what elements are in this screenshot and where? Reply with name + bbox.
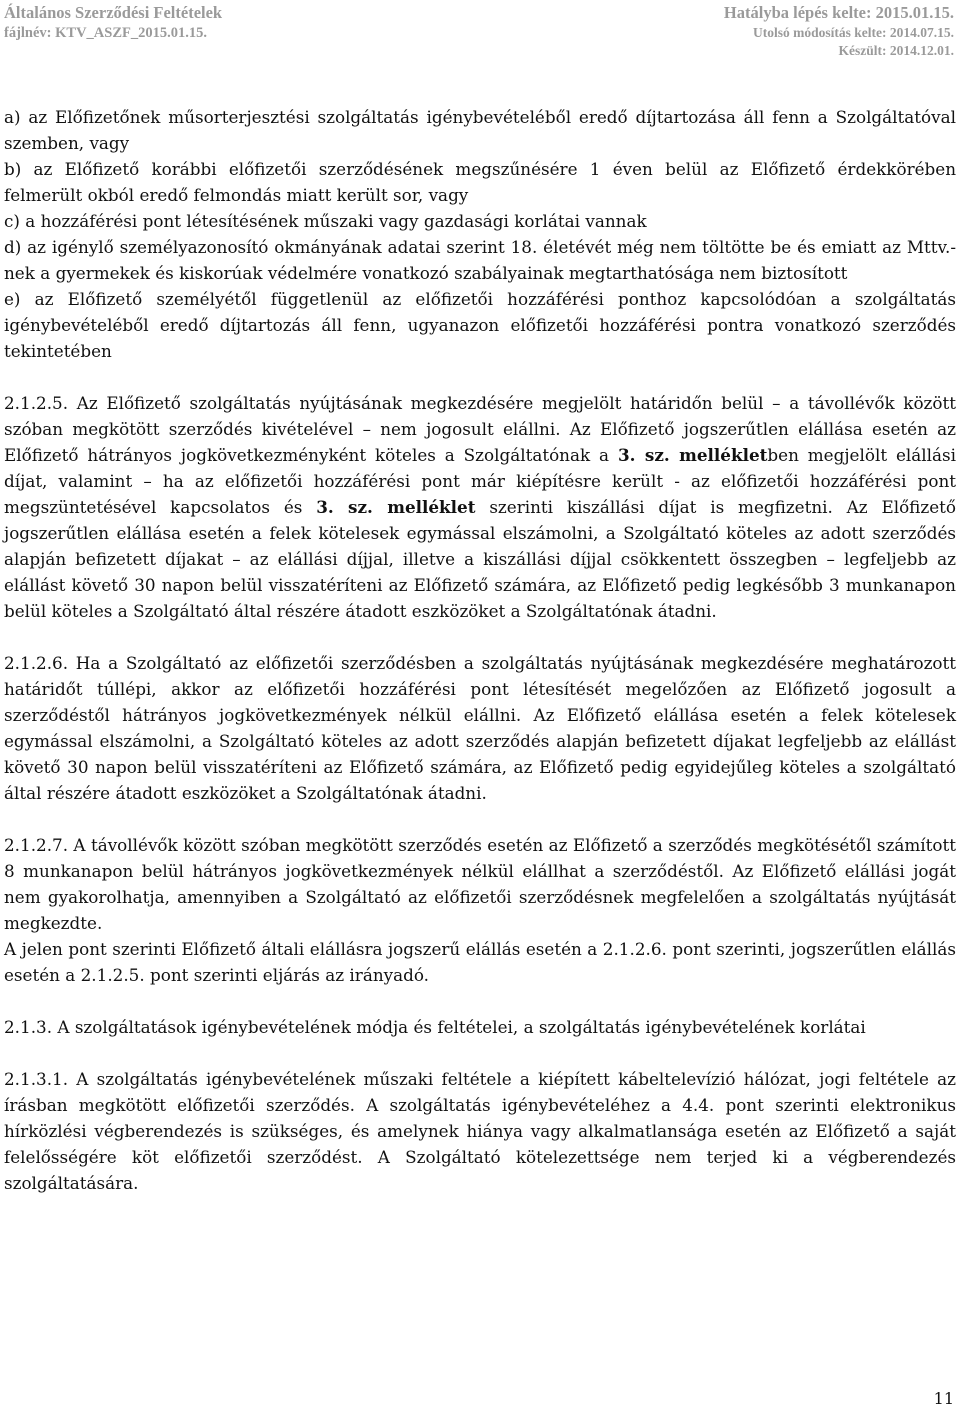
section-2-1-2-7: 2.1.2.7. A távollévők között szóban megkötött szerződés esetén az Előfizető a szerződés megkötésétől számított 8 munkanapon belül hátrányos jogkövetkezmények nélkül elállhat a szerződéstől. Az Előfizető elállási jogát nem gyakorolhatja, amennyiben a Szolgáltató az előfizetői szerződésnek megfelelően a szolgáltatás nyújtását megkezdte. (4, 835, 956, 933)
section-2-1-2-5-text-3: szerinti kiszállási díjat is megfizetni. Az Előfizető jogszerűtlen elállása esetén a felek kötelesek egymással elszámolni, a Szolgáltató köteles az adott szerződés alapján befizetett díjakat – az elállási díjjal, illetve a kiszállási díjjal csökkentett összegben – legfeljebb az elállást követő 30 napon belül visszatéríteni az Előfizető számára, az Előfizető pedig legkésőbb 3 munkanapon belül köteles a Szolgáltató által részére átadott eszközöket a Szolgáltatónak átadni. (4, 497, 956, 621)
created-date: Készült: 2014.12.01. (838, 43, 954, 58)
section-2-1-2-5 (4, 390, 956, 624)
section-2-1-3-1: 2.1.3.1. A szolgáltatás igénybevételének műszaki feltétele a kiépített kábeltelevízió hálózat, jogi feltétele az írásban megkötött előfizetői szerződés. A szolgáltatás igénybevételéhez a 4.4. pont szerinti elektronikus hírközlési végberendezés is szükséges, és amelynek hiánya vagy alkalmatlansága esetén az Előfizető a saját felelősségére köt előfizetői szerződést. A Szolgáltató kötelezettsége nem terjed ki a végberendezés szolgáltatására. (4, 1069, 956, 1193)
list-item-b: b) az Előfizető korábbi előfizetői szerződésének megszűnésére 1 éven belül az Előfizető érdekkörében felmerült okból eredő felmondás miatt került sor, vagy (4, 159, 956, 205)
section-2-1-2-6: 2.1.2.6. Ha a Szolgáltató az előfizetői szerződésben a szolgáltatás nyújtásának megkezdésére meghatározott határidőt túllépi, akkor az előfizetői hozzáférési pont létesítését megelőzően az Előfizető jogosult a szerződéstől hátrányos jogkövetkezmények nélkül elállni. Az Előfizető elállása esetén a felek kötelesek egymással elszámolni, a Szolgáltató köteles az adott szerződés alapján befizetett díjakat legfeljebb az elállást követő 30 napon belül visszatéríteni az Előfizető számára, az Előfizető pedig egyidejűleg köteles a szolgáltató által részére átadott eszközöket a Szolgáltatónak átadni. (4, 653, 956, 803)
annex-3-reference: 3. sz. melléklet (617, 445, 768, 465)
annex-3-reference: 3. sz. melléklet (316, 497, 476, 517)
section-2-1-2-5-text-2: ben megjelölt elállási díjat, valamint – ha az előfizetői hozzáférési pont már kiépítésre került - az előfizetői hozzáférési pont megszüntetésével kapcsolatos és (4, 445, 956, 517)
list-item-a: a) az Előfizetőnek műsorterjesztési szolgáltatás igénybevételéből eredő díjtartozása áll fenn a Szolgáltatóval szemben, vagy (4, 107, 956, 153)
page-number: 11 (933, 1389, 954, 1408)
section-2-1-2-7-continued: A jelen pont szerinti Előfizető általi elállásra jogszerű elállás esetén a 2.1.2.6. pont szerinti, jogszerűtlen elállás esetén a 2.1.2.5. pont szerinti eljárás az irányadó. (4, 939, 956, 985)
section-2-1-2-5-text-1: 2.1.2.5. Az Előfizető szolgáltatás nyújtásának megkezdésére megjelölt határidőn belül – a távollévők között szóban megkötött szerződés kivételével – nem jogosult elállni. Az Előfizető jogszerűtlen elállása esetén az Előfizető hátrányos jogkövetkezményként köteles a Szolgáltatónak a (4, 393, 956, 465)
last-modified-date: Utolsó módosítás kelte: 2014.07.15. (753, 25, 954, 40)
list-item-c: c) a hozzáférési pont létesítésének műszaki vagy gazdasági korlátai vannak (4, 211, 647, 231)
document-title: Általános Szerződési Feltételek (4, 3, 223, 22)
file-name: fájlnév: KTV_ASZF_2015.01.15. (4, 25, 207, 41)
effective-date: Hatályba lépés kelte: 2015.01.15. (723, 3, 954, 22)
list-item-e: e) az Előfizető személyétől függetlenül az előfizetői hozzáférési ponthoz kapcsolódóan a szolgáltatás igénybevételéből eredő díjtartozás áll fenn, ugyanazon előfizetői hozzáférési pontra vonatkozó szerződés tekintetében (4, 289, 956, 361)
document-body (4, 104, 956, 1196)
page-header (0, 4, 960, 62)
section-2-1-3-heading: 2.1.3. A szolgáltatások igénybevételének módja és feltételei, a szolgáltatás igénybevételének korlátai (4, 1017, 866, 1037)
list-item-d: d) az igénylő személyazonosító okmányának adatai szerint 18. életévét még nem töltötte be és emiatt az Mttv.-nek a gyermekek és kiskorúak védelmére vonatkozó szabályainak megtarthatósága nem biztosított (4, 237, 956, 283)
